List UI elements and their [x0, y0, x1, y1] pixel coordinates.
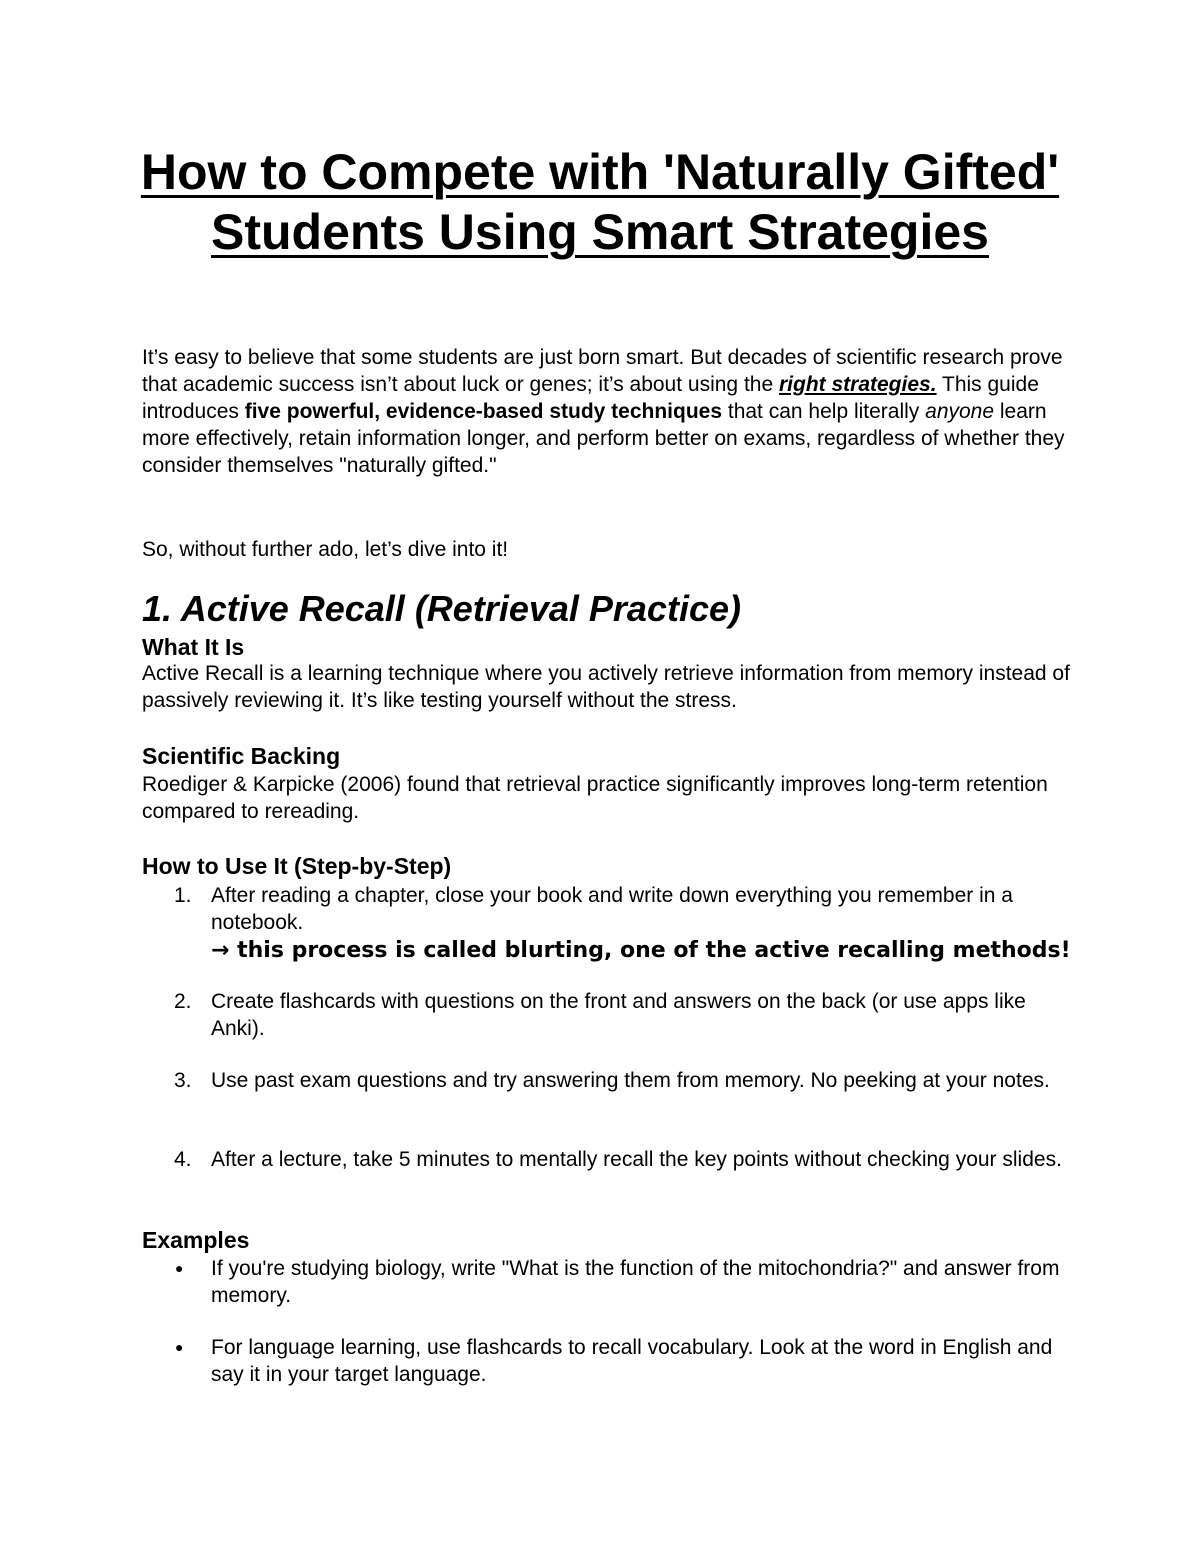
- step-text: Create flashcards with questions on the front and answers on the back (or use apps like Anki).: [211, 990, 1026, 1040]
- intro-text-2: This guide introduces: [142, 373, 1039, 423]
- step-number: 4.: [174, 1148, 192, 1171]
- step-text: Use past exam questions and try answering them from memory. No peeking at your notes.: [211, 1069, 1050, 1092]
- example-text: For language learning, use flashcards to recall vocabulary. Look at the word in English and say it in your target language.: [211, 1336, 1053, 1386]
- intro-anyone: anyone: [925, 400, 995, 423]
- step-number: 3.: [174, 1069, 192, 1092]
- example-item: [142, 1255, 1072, 1309]
- what-it-is-text: Active Recall is a learning technique where you actively retrieve information from memory instead of passively reviewing it. It’s like testing yourself without the stress.: [142, 662, 1070, 712]
- intro-text-3: that can help literally: [722, 400, 926, 423]
- step-number: 2.: [174, 990, 192, 1013]
- scientific-backing-text: Roediger & Karpicke (2006) found that retrieval practice significantly improves long-term retention compared to rereading.: [142, 773, 1048, 823]
- bullet-icon: ●: [175, 1260, 184, 1276]
- bullet-icon: ●: [175, 1339, 184, 1355]
- step-number: 1.: [174, 884, 192, 907]
- document-title: How to Compete with 'Naturally Gifted' Students Using Smart Strategies: [140, 144, 1060, 260]
- blurting-note: → this process is called blurting, one of the active recalling methods!: [211, 938, 1071, 963]
- step-item: [142, 1067, 1072, 1094]
- intro-right-strategies: right strategies.: [778, 373, 937, 396]
- step-text: After reading a chapter, close your book and write down everything you remember in a notebook.: [211, 884, 1013, 934]
- intro-text-1: It’s easy to believe that some students are just born smart. But decades of scientific research prove that academic success isn’t about luck or genes; it’s about using the: [142, 346, 1063, 396]
- step-item: [142, 988, 1072, 1042]
- step-item: [142, 882, 1072, 966]
- step-text: After a lecture, take 5 minutes to mentally recall the key points without checking your slides.: [211, 1148, 1062, 1171]
- example-item: [142, 1334, 1072, 1388]
- scientific-backing-heading: Scientific Backing: [142, 743, 341, 769]
- example-text: If you're studying biology, write "What is the function of the mitochondria?" and answer from memory.: [211, 1257, 1060, 1307]
- examples-heading: Examples: [142, 1227, 250, 1253]
- dive-in-paragraph: So, without further ado, let’s dive into it!: [142, 538, 509, 561]
- what-it-is-heading: What It Is: [142, 634, 245, 660]
- how-to-use-heading: How to Use It (Step-by-Step): [142, 853, 452, 879]
- step-item: [142, 1146, 1072, 1173]
- intro-bold-phrase: five powerful, evidence-based study techniques: [244, 400, 723, 423]
- intro-text-4: learn more effectively, retain information longer, and perform better on exams, regardless of whether they consider themselves "naturally gifted.": [142, 400, 1065, 477]
- section-heading-active-recall: 1. Active Recall (Retrieval Practice): [142, 588, 741, 629]
- intro-paragraph: [142, 344, 1072, 479]
